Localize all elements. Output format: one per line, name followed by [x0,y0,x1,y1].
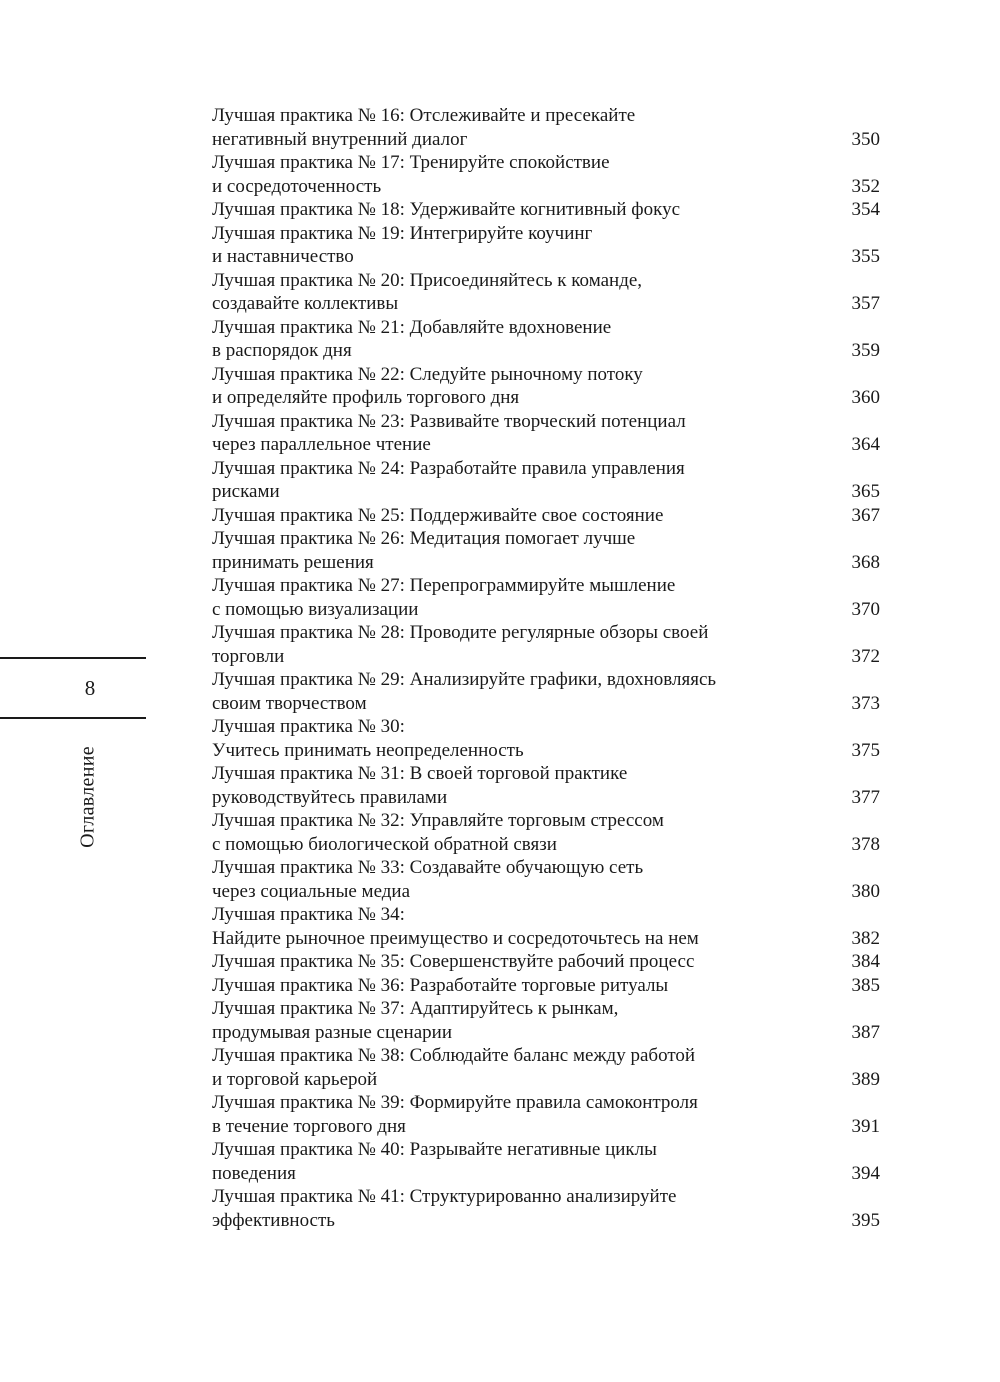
toc-entry-line: Лучшая практика № 18: Удерживайте когнитивный фокус [212,199,680,220]
toc-entry-line: Лучшая практика № 28: Проводите регулярные обзоры своей [212,622,709,643]
toc-entry-page: 387 [851,1021,880,1043]
toc-entry-page: 395 [851,1209,880,1231]
toc-entry-line: через социальные медиа [212,880,411,902]
toc-entry-title [212,621,812,668]
table-of-contents [212,104,880,1232]
toc-entry [212,1044,880,1091]
toc-entry-line: Лучшая практика № 26: Медитация помогает лучше [212,528,636,549]
toc-entry-line: Лучшая практика № 30: [212,716,405,737]
toc-entry-page: 359 [851,340,880,361]
toc-entry-title [212,410,812,457]
toc-entry [212,504,880,528]
toc-entry-title [212,104,812,151]
toc-entry-line: эффективность [212,1209,335,1231]
toc-entry-title [212,151,812,198]
toc-entry-page: 384 [851,951,880,972]
toc-entry-line: продумывая разные сценарии [212,1021,452,1043]
toc-entry [212,457,880,504]
toc-entry-title [212,1044,812,1091]
toc-entry-line: принимать решения [212,551,374,573]
toc-entry [212,950,880,974]
toc-entry-line: Найдите рыночное преимущество и сосредоточьтесь на нем [212,927,699,949]
toc-entry-title [212,1138,812,1185]
toc-entry-line: негативный внутренний диалог [212,128,468,150]
toc-entry [212,621,880,668]
toc-entry-title [212,1185,812,1232]
toc-entry-line: и сосредоточенность [212,175,382,197]
toc-entry-line: Лучшая практика № 25: Поддерживайте свое состояние [212,504,664,526]
toc-entry-title [212,504,812,528]
toc-entry-line: Лучшая практика № 24: Разработайте правила управления [212,457,685,479]
toc-entry-page: 375 [851,739,880,761]
toc-entry [212,410,880,457]
toc-entry-line: Лучшая практика № 23: Развивайте творческий потенциал [212,410,686,432]
toc-entry-page: 365 [851,481,880,502]
toc-entry-title [212,762,812,809]
toc-entry [212,668,880,715]
toc-entry-line: Учитесь принимать неопределенность [212,739,524,761]
toc-entry [212,222,880,269]
toc-entry-line: Лучшая практика № 29: Анализируйте графики, вдохновляясь [212,669,717,690]
toc-entry [212,363,880,410]
toc-entry-page: 355 [851,246,880,267]
toc-entry [212,1185,880,1232]
toc-entry-line: Лучшая практика № 17: Тренируйте спокойствие [212,152,610,173]
toc-entry-line: Лучшая практика № 27: Перепрограммируйте мышление [212,575,676,596]
toc-entry-title [212,574,812,621]
toc-entry-page: 391 [851,1115,880,1137]
toc-entry [212,903,880,950]
toc-entry [212,974,880,998]
toc-entry-page: 380 [851,880,880,902]
page-number: 8 [84,676,96,700]
toc-entry-title [212,668,812,715]
toc-entry-line: в течение торгового дня [212,1115,406,1137]
toc-entry-title [212,1091,812,1138]
toc-entry-line: через параллельное чтение [212,434,431,455]
toc-entry-page: 364 [851,434,880,455]
margin-rule-bottom [0,717,146,719]
toc-entry-line: Лучшая практика № 32: Управляйте торговым стрессом [212,810,664,831]
toc-entry-title [212,903,812,950]
toc-entry [212,574,880,621]
toc-entry-line: рисками [212,481,280,502]
toc-entry-line: торговли [212,645,285,667]
toc-entry-title [212,527,812,574]
toc-entry [212,1138,880,1185]
toc-entry [212,762,880,809]
toc-entry-page: 370 [851,598,880,620]
toc-entry-line: создавайте коллективы [212,293,399,314]
toc-entry-title [212,856,812,903]
toc-entry [212,104,880,151]
toc-entry-line: поведения [212,1162,296,1184]
toc-entry [212,198,880,222]
toc-entry-page: 382 [851,927,880,949]
toc-entry-page: 389 [851,1068,880,1090]
toc-entry-line: Лучшая практика № 39: Формируйте правила самоконтроля [212,1092,698,1113]
toc-entry-title [212,222,812,269]
toc-entry [212,269,880,316]
toc-entry-line: Лучшая практика № 41: Структурированно анализируйте [212,1186,677,1207]
toc-entry-page: 354 [851,199,880,220]
toc-entry-title [212,950,812,974]
toc-entry-line: и наставничество [212,246,354,267]
toc-entry-title [212,457,812,504]
toc-entry-page: 368 [851,551,880,573]
toc-entry [212,1091,880,1138]
toc-entry-line: Лучшая практика № 31: В своей торговой практике [212,763,628,784]
toc-entry-page: 372 [851,645,880,667]
toc-entry-title [212,715,812,762]
toc-entry-line: своим творчеством [212,692,367,714]
toc-entry-line: Лучшая практика № 21: Добавляйте вдохновение [212,316,612,338]
toc-entry-page: 385 [851,974,880,996]
toc-entry [212,151,880,198]
toc-entry-page: 367 [851,504,880,526]
toc-entry-line: руководствуйтесь правилами [212,786,448,808]
toc-entry-page: 360 [851,387,880,408]
toc-entry [212,527,880,574]
toc-entry-line: Лучшая практика № 37: Адаптируйтесь к рынкам, [212,998,619,1019]
toc-entry [212,316,880,363]
toc-entry-page: 357 [851,293,880,314]
toc-entry [212,997,880,1044]
toc-entry-page: 350 [851,128,880,150]
toc-entry-page: 378 [851,833,880,855]
toc-entry-page: 394 [851,1162,880,1184]
toc-entry-line: с помощью биологической обратной связи [212,833,557,855]
toc-entry-line: Лучшая практика № 22: Следуйте рыночному потоку [212,363,643,385]
toc-entry-line: Лучшая практика № 34: [212,904,405,925]
toc-entry-title [212,269,812,316]
toc-entry-line: с помощью визуализации [212,598,419,620]
toc-entry-line: и определяйте профиль торгового дня [212,387,520,408]
toc-entry-line: Лучшая практика № 36: Разработайте торговые ритуалы [212,974,669,996]
toc-entry [212,856,880,903]
toc-entry-line: Лучшая практика № 16: Отслеживайте и пресекайте [212,105,636,126]
toc-entry-line: в распорядок дня [212,340,352,361]
toc-entry-title [212,809,812,856]
toc-entry-line: Лучшая практика № 19: Интегрируйте коучинг [212,222,593,244]
toc-entry-line: Лучшая практика № 20: Присоединяйтесь к команде, [212,269,643,291]
toc-entry-title [212,198,812,222]
running-head: Оглавление [76,746,99,848]
toc-entry-page: 377 [851,786,880,808]
toc-entry-line: Лучшая практика № 38: Соблюдайте баланс между работой [212,1045,696,1066]
toc-entry-page: 373 [851,692,880,714]
toc-entry-page: 352 [851,175,880,197]
toc-entry-line: Лучшая практика № 40: Разрывайте негативные циклы [212,1139,657,1160]
toc-entry-title [212,316,812,363]
margin-rule-top [0,657,146,659]
toc-entry-title [212,997,812,1044]
toc-entry [212,715,880,762]
toc-entry-line: Лучшая практика № 33: Создавайте обучающую сеть [212,857,644,878]
toc-entry-line: Лучшая практика № 35: Совершенствуйте рабочий процесс [212,951,695,972]
toc-entry-line: и торговой карьерой [212,1068,378,1090]
toc-entry-title [212,363,812,410]
toc-entry-title [212,974,812,998]
toc-entry [212,809,880,856]
